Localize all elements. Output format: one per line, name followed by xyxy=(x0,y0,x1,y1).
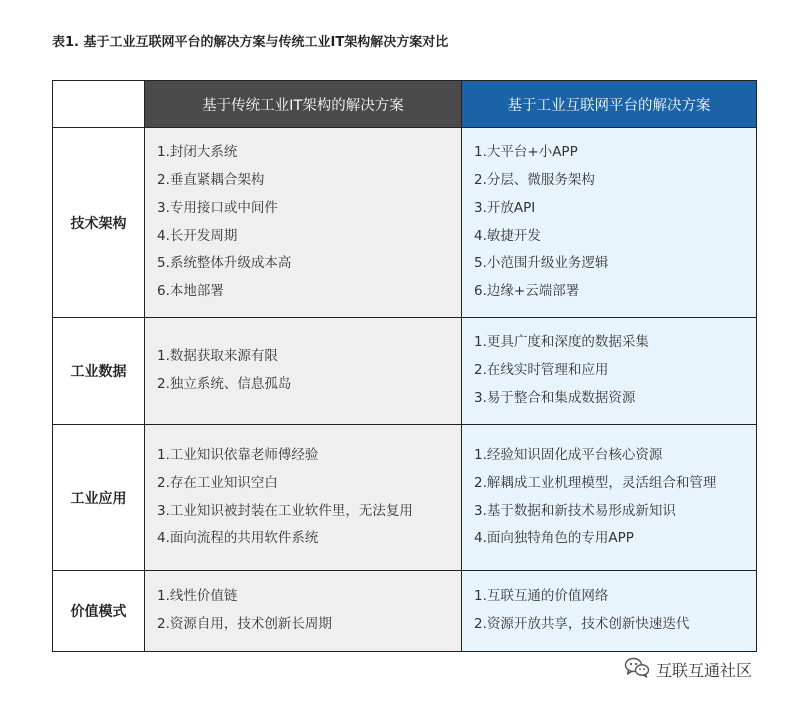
list-item: 1.线性价值链 xyxy=(157,588,238,605)
row-label: 工业数据 xyxy=(53,318,145,425)
list-item: 3.易于整合和集成数据资源 xyxy=(474,389,636,406)
list-item: 1.经验知识固化成平台核心资源 xyxy=(474,446,663,463)
platform-list xyxy=(474,329,756,412)
list-item: 5.小范围升级业务逻辑 xyxy=(474,255,609,272)
legacy-cell xyxy=(145,425,462,571)
header-legacy-solution: 基于传统工业IT架构的解决方案 xyxy=(145,81,462,128)
legacy-cell xyxy=(145,571,462,652)
comparison-table xyxy=(52,80,757,652)
legacy-list xyxy=(157,442,461,553)
list-item: 3.开放API xyxy=(474,199,536,216)
legacy-list xyxy=(157,343,461,399)
table-row-tech-architecture xyxy=(53,128,757,318)
list-item: 2.资源开放共享，技术创新快速迭代 xyxy=(474,616,690,632)
list-item: 4.敏捷开发 xyxy=(474,227,541,244)
table-header-row xyxy=(53,81,757,128)
list-item: 4.长开发周期 xyxy=(157,227,238,244)
header-corner-cell xyxy=(53,81,145,128)
platform-cell xyxy=(462,128,757,318)
list-item: 1.封闭大系统 xyxy=(157,144,238,161)
list-item: 2.垂直紧耦合架构 xyxy=(157,171,265,188)
platform-list xyxy=(474,442,756,553)
list-item: 2.分层、微服务架构 xyxy=(474,171,595,188)
platform-list xyxy=(474,583,756,639)
table-row-industrial-applications xyxy=(53,425,757,571)
legacy-list xyxy=(157,139,461,306)
list-item: 1.互联互通的价值网络 xyxy=(474,588,609,605)
list-item: 3.专用接口或中间件 xyxy=(157,199,278,216)
watermark xyxy=(624,656,752,682)
table-row-industrial-data xyxy=(53,318,757,425)
row-label: 工业应用 xyxy=(53,425,145,571)
list-item: 6.本地部署 xyxy=(157,283,224,300)
wechat-icon xyxy=(624,656,650,682)
list-item: 2.资源自用，技术创新长周期 xyxy=(157,616,332,632)
list-item: 3.基于数据和新技术易形成新知识 xyxy=(474,502,676,519)
list-item: 4.面向独特角色的专用APP xyxy=(474,530,634,547)
list-item: 5.系统整体升级成本高 xyxy=(157,255,292,272)
list-item: 1.更具广度和深度的数据采集 xyxy=(474,334,649,351)
list-item: 3.工业知识被封装在工业软件里，无法复用 xyxy=(157,502,413,519)
table-caption: 表1. 基于工业互联网平台的解决方案与传统工业IT架构解决方案对比 xyxy=(52,35,449,50)
list-item: 1.大平台+小APP xyxy=(474,144,578,161)
list-item: 2.独立系统、信息孤岛 xyxy=(157,376,292,392)
row-label: 价值模式 xyxy=(53,571,145,652)
legacy-cell xyxy=(145,318,462,425)
list-item: 1.数据获取来源有限 xyxy=(157,348,278,365)
platform-list xyxy=(474,139,756,306)
list-item: 1.工业知识依靠老师傅经验 xyxy=(157,446,319,463)
list-item: 2.在线实时管理和应用 xyxy=(474,362,609,379)
legacy-cell xyxy=(145,128,462,318)
platform-cell xyxy=(462,425,757,571)
platform-cell xyxy=(462,318,757,425)
list-item: 2.存在工业知识空白 xyxy=(157,474,278,491)
table-row-value-model xyxy=(53,571,757,652)
header-platform-solution: 基于工业互联网平台的解决方案 xyxy=(462,81,757,128)
legacy-list xyxy=(157,583,461,639)
platform-cell xyxy=(462,571,757,652)
list-item: 2.解耦成工业机理模型，灵活组合和管理 xyxy=(474,474,717,491)
list-item: 6.边缘+云端部署 xyxy=(474,283,580,300)
watermark-text: 互联互通社区 xyxy=(656,660,753,680)
list-item: 4.面向流程的共用软件系统 xyxy=(157,530,319,547)
row-label: 技术架构 xyxy=(53,128,145,318)
